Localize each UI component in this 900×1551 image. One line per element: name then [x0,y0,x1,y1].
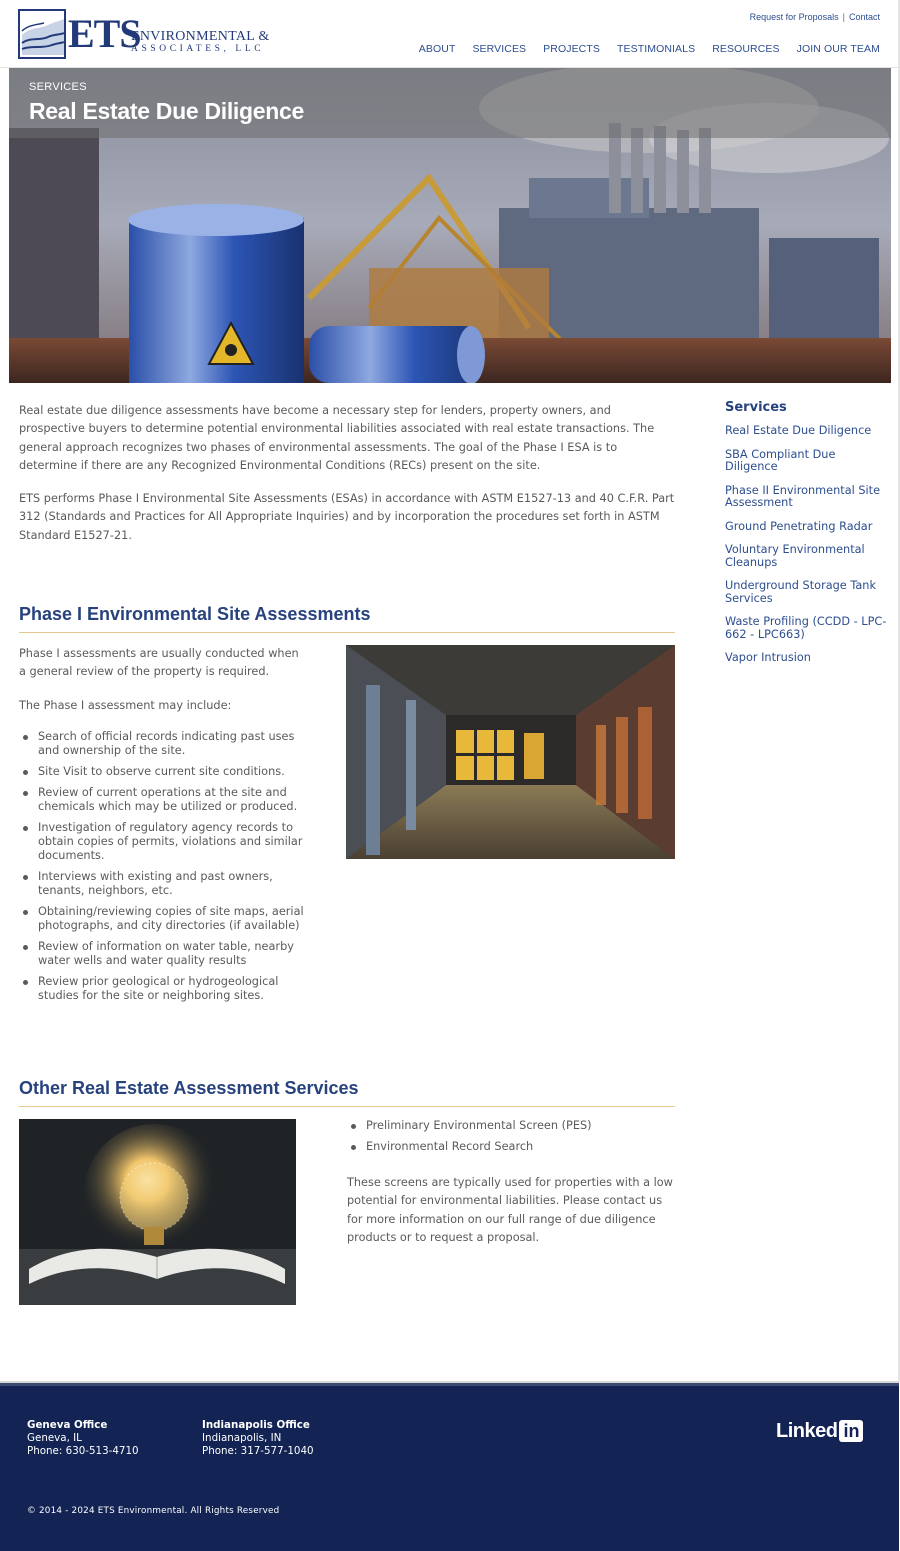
ets-logo[interactable] [18,9,268,61]
list-item: Review of information on water table, nearby water wells and water quality results [19,940,309,968]
list-item: Investigation of regulatory agency records to obtain copies of permits, violations and similar documents. [19,821,309,863]
nav-about[interactable]: ABOUT [418,43,456,55]
page-title: Real Estate Due Diligence [29,98,304,124]
sidebar-item-voluntary-cleanups[interactable]: Voluntary Environmental Cleanups [725,543,865,569]
list-item: Site Visit to observe current site conditions. [19,765,309,779]
utility-links [750,12,880,22]
sidebar-item-ground-penetrating-radar[interactable]: Ground Penetrating Radar [725,519,873,533]
copyright-text: © 2014 - 2024 ETS Environmental. All Rights Reserved [27,1506,280,1516]
linkedin-icon[interactable] [776,1418,863,1444]
services-sidebar [725,400,890,676]
sidebar-item-sba-compliant[interactable]: SBA Compliant Due Diligence [725,447,836,473]
main-nav [419,43,880,55]
utility-separator: | [842,12,845,22]
hero-banner [9,68,891,383]
phase1-paragraph-2: The Phase I assessment may include: [19,699,232,712]
lightbulb-book-image [19,1119,296,1305]
office-name: Indianapolis Office [202,1419,310,1431]
other-services-paragraph: These screens are typically used for properties with a low potential for environmental liabilities. Please contact us for more information on our full range of due diligence products or to request a proposal. [347,1176,673,1244]
office-phone[interactable]: Phone: 317-577-1040 [202,1444,314,1457]
nav-projects[interactable]: PROJECTS [543,43,600,55]
site-footer [0,1383,899,1551]
sidebar-item-phase-ii-esa[interactable]: Phase II Environmental Site Assessment [725,483,881,509]
office-name: Geneva Office [27,1419,108,1431]
sidebar-item-vapor-intrusion[interactable]: Vapor Intrusion [725,651,811,664]
list-item: Review of current operations at the site and chemicals which may be utilized or produced. [19,786,309,814]
office-phone[interactable]: Phone: 630-513-4710 [27,1444,139,1457]
indianapolis-office [202,1419,314,1457]
list-item: Environmental Record Search [347,1140,677,1154]
hero-eyebrow: SERVICES [29,81,87,93]
contact-link[interactable]: Contact [848,12,880,22]
phase1-heading: Phase I Environmental Site Assessments [19,604,675,633]
logo-ets-text: ETS [68,11,141,56]
geneva-office [27,1419,139,1457]
abandoned-warehouse-image [346,645,675,859]
sidebar-item-ust-services[interactable]: Underground Storage Tank Services [725,579,877,605]
list-item: Obtaining/reviewing copies of site maps, aerial photographs, and city directories (if available) [19,905,309,933]
sidebar-item-waste-profiling[interactable]: Waste Profiling (CCDD - LPC-662 - LPC663) [725,615,887,641]
nav-services[interactable]: SERVICES [472,43,527,55]
request-for-proposals-link[interactable]: Request for Proposals [749,12,839,22]
list-item: Interviews with existing and past owners, tenants, neighbors, etc. [19,870,309,898]
nav-join-our-team[interactable]: JOIN OUR TEAM [796,43,880,55]
other-services-list [347,1119,677,1161]
intro-paragraph-2: ETS performs Phase I Environmental Site Assessments (ESAs) in accordance with ASTM E1527-13 and 40 C.F.R. Part 312 (Standards and Practices for All Appropriate Inquiries) and by incorporation the procedures set forth in ASTM Standard E1527-21. [19,492,675,542]
office-city: Geneva, IL [27,1431,82,1444]
other-services-heading: Other Real Estate Assessment Services [19,1078,675,1107]
sidebar-links [725,425,890,665]
nav-testimonials[interactable]: TESTIMONIALS [616,43,696,55]
logo-line2-text: ASSOCIATES, LLC [131,44,265,54]
phase1-list [19,730,309,1010]
list-item: Review prior geological or hydrogeological studies for the site or neighboring sites. [19,975,309,1003]
office-city: Indianapolis, IN [202,1431,282,1444]
intro-paragraph-1: Real estate due diligence assessments have become a necessary step for lenders, property owners, and prospective buyers to determine potential environmental liabilities associated with real estate transactions. The general approach recognizes two phases of environmental assessments. The goal of the Phase I ESA is to determine if there are any Recognized Environmental Conditions (RECs) present on the site. [19,404,655,472]
list-item: Search of official records indicating past uses and ownership of the site. [19,730,309,758]
linkedin-wordmark: Linked [776,1419,838,1442]
logo-line1-text: ENVIRONMENTAL & [131,29,270,44]
linkedin-in-box: in [839,1420,863,1442]
list-item: Preliminary Environmental Screen (PES) [347,1119,677,1133]
sidebar-title: Services [725,400,787,415]
nav-resources[interactable]: RESOURCES [712,43,780,55]
phase1-paragraph-1: Phase I assessments are usually conducted when a general review of the property is required. [19,647,299,679]
logo-wave-icon [18,9,66,59]
sidebar-item-real-estate-due-diligence[interactable]: Real Estate Due Diligence [725,424,872,437]
site-header [0,0,900,68]
